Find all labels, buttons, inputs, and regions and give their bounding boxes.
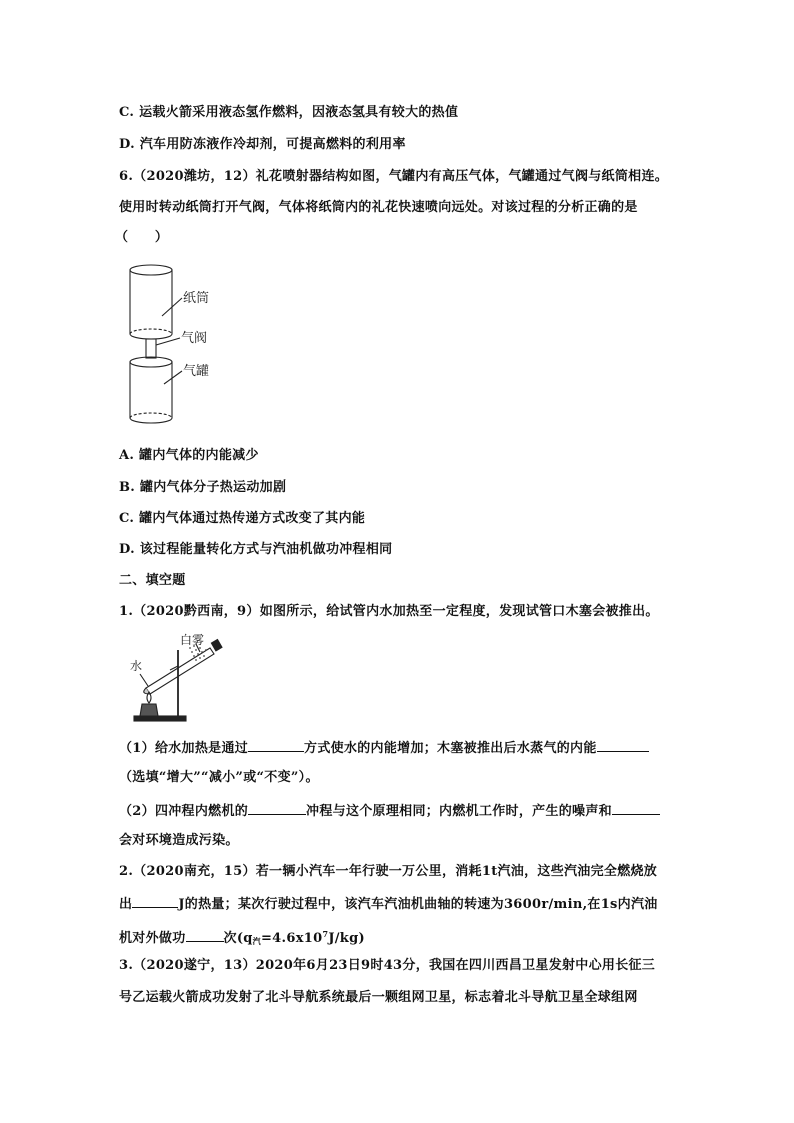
label-white-fog: 白雾 [180,633,205,647]
fill-2-line-2 [119,894,658,914]
figure-test-tube-heating [126,630,228,724]
option-6a: A. 罐内气体的内能减少 [119,448,259,463]
question-6-line-2: 使用时转动纸筒打开气阀，气体将纸筒内的礼花快速喷向远处。对该过程的分析正确的是 [119,200,638,215]
figure-confetti-launcher [118,258,258,428]
fill-2-line-3-text-a: 机对外做功 [119,931,186,946]
valve [146,339,156,358]
fill-2-line-1: 2.（2020南充，15）若一辆小汽车一年行驶一万公里，消耗1t汽油，这些汽油完全燃烧放 [119,864,658,879]
fill-1-sub-1-text-b: 方式使水的内能增加；木塞被推出后水蒸气的内能 [304,741,597,756]
answer-blank[interactable] [248,801,306,815]
fill-3-line-2: 号乙运载火箭成功发射了北斗导航系统最后一颗组网卫星，标志着北斗导航卫星全球组网 [119,990,638,1005]
fill-1-sub-1 [119,738,649,758]
answer-blank[interactable] [186,928,224,942]
option-5d: D. 汽车用防冻液作冷却剂，可提高燃料的利用率 [119,137,406,152]
fill-2-line-3-text-d: J/kg) [328,931,365,946]
fill-1-sub-2-text-a: （2）四冲程内燃机的 [119,804,249,819]
fill-1-sub-2-end: 会对环境造成污染。 [119,833,239,848]
fill-1-sub-1-text-a: （1）给水加热是通过 [119,741,249,756]
fill-2-line-3 [119,925,365,950]
label-valve: 气阀 [181,331,208,346]
fill-1-sub-2 [119,801,660,821]
question-6-line-1: 6.（2020潍坊，12）礼花喷射器结构如图，气罐内有高压气体，气罐通过气阀与纸筒相连。 [119,169,669,184]
fill-2-line-2-text-a: 出 [119,897,133,912]
test-tube [146,648,214,694]
superscript-exponent: 7 [322,929,329,939]
fill-1-sub-2-text-b: 冲程与这个原理相同；内燃机工作时，产生的噪声和 [306,804,612,819]
answer-blank[interactable] [597,738,649,752]
paper-tube-top [130,265,172,275]
answer-blank[interactable] [612,801,660,815]
answer-blank[interactable] [132,894,178,908]
subscript-gasoline: 汽 [252,936,261,946]
label-paper-tube: 纸筒 [183,291,210,306]
option-6d: D. 该过程能量转化方式与汽油机做功冲程相同 [119,542,393,557]
fill-2-line-2-text-b: J的热量；某次行驶过程中，该汽车汽油机曲轴的转速为3600r/min,在1s内汽油 [178,897,658,912]
answer-blank[interactable] [248,738,304,752]
fill-2-line-3-text-c: =4.6x10 [260,931,323,946]
fill-3-line-1: 3.（2020遂宁，13）2020年6月23日9时43分，我国在四川西昌卫星发射中心用长征三 [119,958,656,973]
stand-base [134,716,186,721]
question-6-answer-paren: （ ） [115,230,169,245]
section-heading-fill-blank: 二、填空题 [119,573,186,588]
stopper [211,640,222,651]
fill-1-line-1: 1.（2020黔西南，9）如图所示，给试管内水加热至一定程度，发现试管口木塞会被推出。 [119,604,659,619]
alcohol-lamp [140,704,158,716]
option-6b: B. 罐内气体分子热运动加剧 [119,480,287,495]
fill-2-line-3-text-b: 次(q [223,931,253,946]
label-gas-tank: 气罐 [183,364,210,379]
option-5c: C. 运载火箭采用液态氢作燃料，因液态氢具有较大的热值 [119,105,459,120]
fill-1-sub-1-options: （选填“增大”“减小”或“不变”）。 [119,770,319,785]
option-6c: C. 罐内气体通过热传递方式改变了其内能 [119,511,366,526]
label-water: 水 [130,659,143,673]
